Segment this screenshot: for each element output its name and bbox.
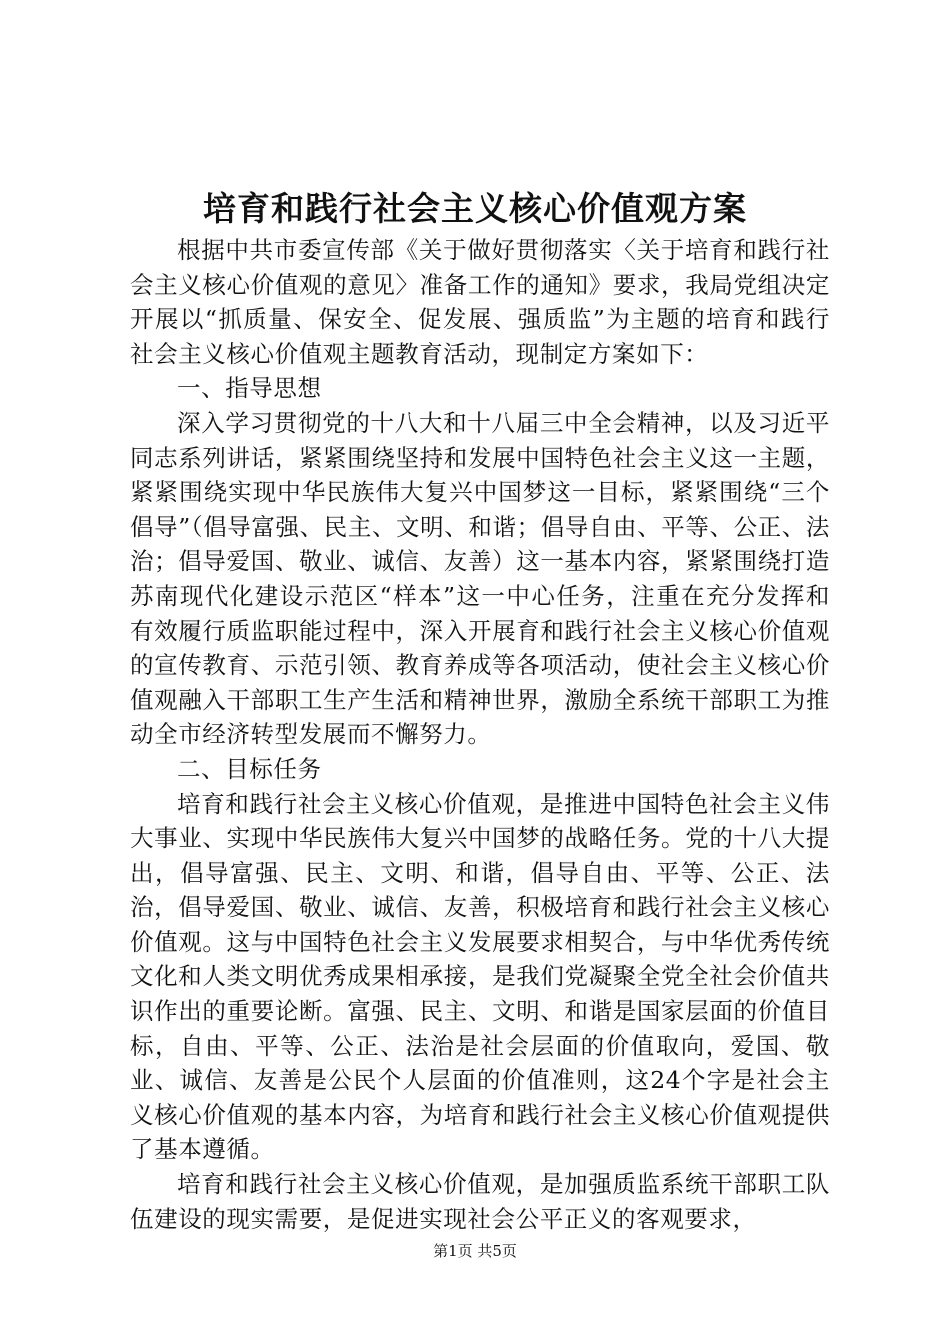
document-body <box>130 233 830 1236</box>
continuation-paragraph: 培育和践行社会主义核心价值观，是加强质监系统干部职工队伍建设的现实需要，是促进实现社会公平正义的客观要求， <box>130 1170 830 1233</box>
page-footer <box>0 1241 950 1261</box>
section-heading-guiding-ideology: 一、指导思想 <box>177 374 322 403</box>
document-title: 培育和践行社会主义核心价值观方案 <box>203 189 747 228</box>
section-heading-goals-tasks: 二、目标任务 <box>177 754 322 783</box>
page-indicator: 第1页 共5页 <box>433 1242 517 1260</box>
guiding-ideology-paragraph: 深入学习贯彻党的十八大和十八届三中全会精神，以及习近平同志系列讲话，紧紧围绕坚持和发展中国特色社会主义这一主题，紧紧围绕实现中华民族伟大复兴中国梦这一目标，紧紧围绕“三个倡导”（倡导富强、民主、文明、和谐；倡导自由、平等、公正、法治；倡导爱国、敬业、诚信、友善）这一基本内容，紧紧围绕打造苏南现代化建设示范区“样本”这一中心任务，注重在充分发挥和有效履行质监职能过程中，深入开展育和践行社会主义核心价值观的宣传教育、示范引领、教育养成等各项活动，使社会主义核心价值观融入干部职工生产生活和精神世界，激励全系统干部职工为推动全市经济转型发展而不懈努力。 <box>130 408 830 749</box>
goals-tasks-paragraph: 培育和践行社会主义核心价值观，是推进中国特色社会主义伟大事业、实现中华民族伟大复兴中国梦的战略任务。党的十八大提出，倡导富强、民主、文明、和谐，倡导自由、平等、公正、法治，倡导爱国、敬业、诚信、友善，积极培育和践行社会主义核心价值观。这与中国特色社会主义发展要求相契合，与中华优秀传统文化和人类文明优秀成果相承接，是我们党凝聚全党全社会价值共识作出的重要论断。富强、民主、文明、和谐是国家层面的价值目标，自由、平等、公正、法治是社会层面的价值取向，爱国、敬业、诚信、友善是公民个人层面的价值准则，这24个字是社会主义核心价值观的基本内容，为培育和践行社会主义核心价值观提供了基本遵循。 <box>130 789 830 1164</box>
intro-paragraph: 根据中共市委宣传部《关于做好贯彻落实〈关于培育和践行社会主义核心价值观的意见〉准备工作的通知》要求，我局党组决定开展以“抓质量、保安全、促发展、强质监”为主题的培育和践行社会主义核心价值观主题教育活动，现制定方案如下： <box>130 236 830 368</box>
